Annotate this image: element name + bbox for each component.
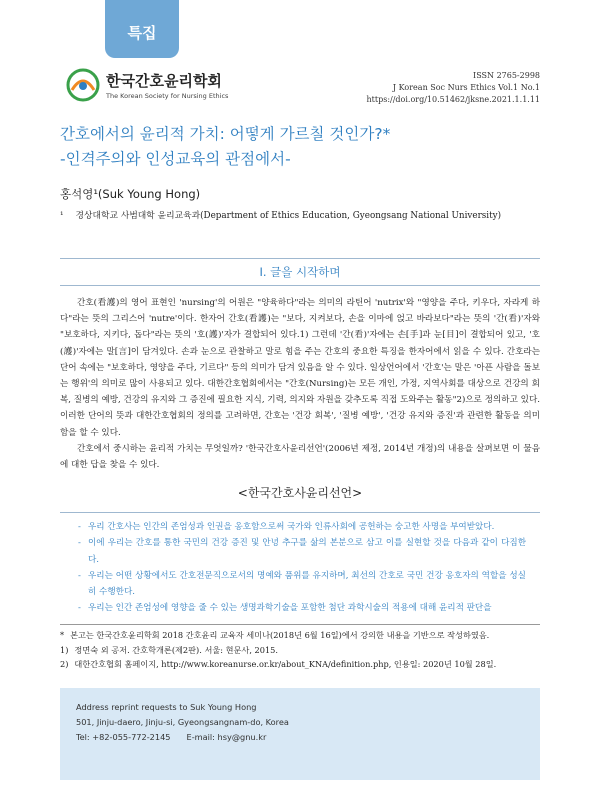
- journal-meta: [367, 70, 540, 106]
- affiliation-mark: ¹: [60, 211, 64, 221]
- declaration-item: - 이에 우리는 간호를 통한 국민의 건강 증진 및 안녕 추구를 삶의 본분으로 삼고 이를 실현할 것을 다음과 같이 다짐한다.: [78, 538, 526, 565]
- paper-title: [60, 122, 560, 172]
- correspondence-box: [60, 688, 540, 780]
- phone: Tel: +82-055-772-2145: [76, 732, 171, 742]
- declaration-item: - 우리는 인간 존엄성에 영향을 줄 수 있는 생명과학기술을 포함한 첨단 과학시술의 적용에 대해 윤리적 판단을: [78, 603, 492, 614]
- contact-line: [76, 730, 540, 745]
- nursing-ethics-logo-icon: [66, 68, 100, 102]
- section-tag: 특집: [105, 0, 179, 58]
- title-line-1: 간호에서의 윤리적 가치: 어떻게 가르칠 것인가?*: [60, 125, 391, 143]
- affiliation: [60, 208, 501, 221]
- body-text: [60, 295, 540, 473]
- declaration-item: - 우리는 어떤 상황에서도 간호전문직으로서의 명예와 품위를 유지하며, 최선의 간호로 국민 건강 옹호자의 역할을 성실히 수행한다.: [78, 570, 526, 598]
- section-heading: Ⅰ. 글을 시작하며: [60, 258, 540, 286]
- doi-link[interactable]: https://doi.org/10.51462/jksne.2021.1.1.11: [366, 95, 540, 104]
- paragraph: 간호에서 중시하는 윤리적 가치는 무엇일까? '한국간호사윤리선언'(2006년 제정, 2014년 개정)의 내용을 살펴보면 이 물음에 대한 답을 찾을 수 있다.: [60, 443, 540, 471]
- society-logo: [66, 68, 228, 102]
- paragraph: 간호(看護)의 영어 표현인 'nursing'의 어원은 "양육하다"라는 의미의 라틴어 'nutrix'와 "영양을 주다, 키우다, 자라게 하다"라는 뜻의 그리스어 'nutre'이다. 한자어 간호(看護)는 "보다, 지켜보다, 손을 이마에 얹고 바라보다"라는 뜻의 '간(看)'자와 "보호하다, 지키다, 돕다"라는 뜻의 '호(護)'자가 결합되어 있다.1) 그런데 '간(看)'자에는 손[手]과 눈[目]이 결합되어 있고, '호(護)'자에는 말[言]이 담겨있다. 손과 눈으로 관찰하고 말로 힘을 주는 간호의 중요한 특징을 한자어에서 읽을 수 있다. 간호라는 단어 속에는 "보호하다, 영양을 주다, 기르다" 등의 의미가 담겨 있음을 알 수 있다. 일상언어에서 '간호'는 말은 '아픈 사람을 돌보는 행위'의 의미로 많이 사용되고 있다. 대한간호협회에서는 "간호(Nursing)는 모든 개인, 가정, 지역사회를 대상으로 건강의 회복, 질병의 예방, 건강의 유지와 그 증진에 필요한 지식, 기력, 의지와 자원을 갖추도록 직접 도와주는 활동"2)으로 정의하고 있다. 이러한 단어의 뜻과 대한간호협회의 정의를 고려하면, 간호는 '건강 회복', '질병 예방', '건강 유지와 증진'과 관련한 활동을 의미함을 할 수 있다.: [60, 298, 540, 438]
- footnote: 2) 대한간호협회 홈페이지, http://www.koreanurse.or.kr/about_KNA/definition.php, 인용일: 2020년 10월 28일.: [60, 659, 497, 669]
- footnote: * 본고는 한국간호윤리학회 2018 간호윤리 교육자 세미나(2018년 6월 16일)에서 강의한 내용을 기반으로 작성하였음.: [60, 630, 490, 640]
- journal-citation: J Korean Soc Nurs Ethics Vol.1 No.1: [392, 83, 540, 92]
- declaration-title: <한국간호사윤리선언>: [237, 486, 363, 500]
- society-name-en: The Korean Society for Nursing Ethics: [106, 92, 229, 100]
- declaration-box: [60, 512, 540, 617]
- title-line-2: -인격주의와 인성교육의 관점에서-: [60, 150, 291, 168]
- postal-address: 501, Jinju-daero, Jinju-si, Gyeongsangnam-do, Korea: [76, 717, 289, 727]
- issn: ISSN 2765-2998: [473, 71, 540, 80]
- footnote-divider: [60, 624, 540, 625]
- affiliation-text: 경상대학교 사범대학 윤리교육과(Department of Ethics Education, Gyeongsang National University): [75, 211, 502, 221]
- reprint-request: Address reprint requests to Suk Young Hong: [76, 702, 257, 712]
- email[interactable]: E-mail: hsy@gnu.kr: [186, 732, 267, 742]
- declaration-item: - 우리 간호사는 인간의 존엄성과 인권을 옹호함으로써 국가와 인류사회에 공헌하는 숭고한 사명을 부여받았다.: [78, 522, 495, 532]
- society-name-kr: 한국간호윤리학회: [106, 72, 222, 90]
- author-name: 홍석영¹(Suk Young Hong): [60, 187, 201, 201]
- footnotes: [60, 628, 540, 672]
- footnote: 1) 정면숙 외 공저. 간호학개론(제2판). 서울: 현문사, 2015.: [60, 644, 278, 655]
